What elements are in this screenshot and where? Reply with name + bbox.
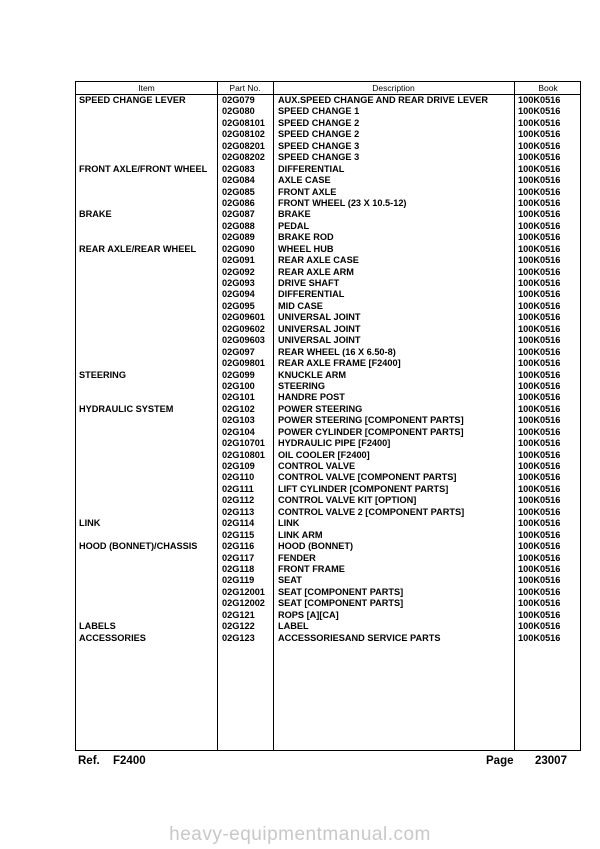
description-cell: REAR WHEEL (16 X 6.50-8): [278, 346, 396, 357]
description-cell: LINK ARM: [278, 529, 323, 540]
table-row: [76, 598, 580, 609]
description-cell: ACCESSORIESAND SERVICE PARTS: [278, 632, 441, 643]
table-row: [76, 610, 580, 621]
book-cell: 100K0516: [518, 358, 561, 369]
item-cell: ACCESSORIES: [79, 632, 146, 643]
table-row: [76, 95, 580, 106]
part-no-cell: 02G097: [222, 346, 255, 357]
part-no-cell: 02G09801: [222, 358, 265, 369]
part-no-cell: 02G112: [222, 495, 255, 506]
book-cell: 100K0516: [518, 289, 561, 300]
book-cell: 100K0516: [518, 95, 561, 105]
book-cell: 100K0516: [518, 129, 561, 140]
description-cell: FRONT FRAME: [278, 563, 345, 574]
table-row: [76, 530, 580, 541]
description-cell: CONTROL VALVE [COMPONENT PARTS]: [278, 472, 457, 483]
book-cell: 100K0516: [518, 472, 561, 483]
book-cell: 100K0516: [518, 323, 561, 334]
part-no-cell: 02G122: [222, 621, 255, 632]
description-cell: HOOD (BONNET): [278, 541, 354, 552]
book-cell: 100K0516: [518, 266, 561, 277]
part-no-cell: 02G080: [222, 106, 255, 117]
description-cell: PEDAL: [278, 220, 310, 231]
part-no-cell: 02G092: [222, 266, 255, 277]
table-row: [76, 484, 580, 495]
part-no-cell: 02G089: [222, 232, 255, 243]
part-no-cell: 02G088: [222, 220, 255, 231]
description-cell: CONTROL VALVE KIT [OPTION]: [278, 495, 417, 506]
item-cell: SPEED CHANGE LEVER: [79, 95, 186, 105]
part-no-cell: 02G110: [222, 472, 255, 483]
description-cell: DIFFERENTIAL: [278, 289, 345, 300]
table-row: [76, 495, 580, 506]
table-row: [76, 232, 580, 243]
part-no-cell: 02G121: [222, 609, 255, 620]
part-no-cell: 02G087: [222, 209, 255, 220]
table-row: [76, 152, 580, 163]
description-cell: ROPS [A][CA]: [278, 609, 339, 620]
book-cell: 100K0516: [518, 380, 561, 391]
table-row: [76, 427, 580, 438]
item-cell: REAR AXLE/REAR WHEEL: [79, 243, 197, 254]
description-cell: WHEEL HUB: [278, 243, 334, 254]
part-no-cell: 02G12001: [222, 586, 265, 597]
description-cell: DIFFERENTIAL: [278, 163, 345, 174]
page-footer: [75, 753, 581, 769]
part-no-cell: 02G118: [222, 563, 255, 574]
table-row: [76, 221, 580, 232]
book-cell: 100K0516: [518, 369, 561, 380]
table-header: [76, 82, 580, 95]
page-label: Page: [486, 755, 514, 767]
part-no-cell: 02G099: [222, 369, 255, 380]
description-cell: CONTROL VALVE: [278, 461, 356, 471]
book-cell: 100K0516: [518, 209, 561, 220]
table-row: [76, 164, 580, 175]
book-cell: 100K0516: [518, 495, 561, 506]
book-cell: 100K0516: [518, 106, 561, 117]
part-no-cell: 02G109: [222, 461, 255, 471]
book-cell: 100K0516: [518, 552, 561, 563]
description-cell: HANDRE POST: [278, 392, 345, 403]
part-no-cell: 02G12002: [222, 598, 265, 609]
part-no-cell: 02G113: [222, 506, 255, 517]
page-number: 23007: [535, 755, 567, 767]
table-row: [76, 209, 580, 220]
table-row: [76, 244, 580, 255]
description-cell: AXLE CASE: [278, 175, 331, 186]
part-no-cell: 02G079: [222, 95, 255, 105]
part-no-cell: 02G085: [222, 186, 255, 197]
table-row: [76, 370, 580, 381]
description-cell: POWER STEERING [COMPONENT PARTS]: [278, 415, 464, 426]
part-no-cell: 02G111: [222, 483, 254, 494]
table-row: [76, 301, 580, 312]
table-row: [76, 621, 580, 632]
table-row: [76, 415, 580, 426]
description-cell: POWER CYLINDER [COMPONENT PARTS]: [278, 426, 464, 437]
book-cell: 100K0516: [518, 140, 561, 151]
book-cell: 100K0516: [518, 278, 561, 288]
table-row: [76, 198, 580, 209]
table-row: [76, 278, 580, 289]
book-cell: 100K0516: [518, 243, 561, 254]
part-no-cell: 02G100: [222, 380, 255, 391]
book-cell: 100K0516: [518, 483, 561, 494]
description-cell: AUX.SPEED CHANGE AND REAR DRIVE LEVER: [278, 95, 488, 105]
book-cell: 100K0516: [518, 598, 561, 609]
description-cell: SPEED CHANGE 3: [278, 152, 360, 163]
book-cell: 100K0516: [518, 518, 561, 529]
part-no-cell: 02G10701: [222, 438, 265, 449]
table-row: [76, 575, 580, 586]
ref-value: F2400: [113, 755, 146, 767]
description-cell: SPEED CHANGE 2: [278, 117, 360, 128]
table-row: [76, 472, 580, 483]
book-cell: 100K0516: [518, 609, 561, 620]
header-item: Item: [138, 83, 155, 93]
book-cell: 100K0516: [518, 426, 561, 437]
book-cell: 100K0516: [518, 438, 561, 449]
table-row: [76, 335, 580, 346]
item-cell: LABELS: [79, 621, 116, 632]
description-cell: UNIVERSAL JOINT: [278, 312, 361, 323]
description-cell: STEERING: [278, 380, 325, 391]
table-row: [76, 267, 580, 278]
table-body: [76, 95, 580, 644]
table-row: [76, 187, 580, 198]
table-row: [76, 324, 580, 335]
description-cell: REAR AXLE FRAME [F2400]: [278, 358, 401, 369]
table-row: [76, 404, 580, 415]
item-cell: HYDRAULIC SYSTEM: [79, 403, 174, 414]
table-row: [76, 450, 580, 461]
part-no-cell: 02G116: [222, 541, 255, 552]
book-cell: 100K0516: [518, 117, 561, 128]
table-row: [76, 587, 580, 598]
description-cell: REAR AXLE ARM: [278, 266, 354, 277]
description-cell: FRONT AXLE: [278, 186, 337, 197]
table-row: [76, 381, 580, 392]
table-row: [76, 461, 580, 472]
part-no-cell: 02G084: [222, 175, 255, 186]
part-no-cell: 02G08102: [222, 129, 265, 140]
book-cell: 100K0516: [518, 621, 561, 632]
header-book: Book: [538, 83, 558, 93]
part-no-cell: 02G08201: [222, 140, 265, 151]
part-no-cell: 02G09603: [222, 335, 265, 346]
description-cell: SEAT [COMPONENT PARTS]: [278, 586, 404, 597]
description-cell: MID CASE: [278, 300, 323, 311]
book-cell: 100K0516: [518, 449, 561, 460]
description-cell: SEAT: [278, 575, 302, 586]
description-cell: OIL COOLER [F2400]: [278, 449, 370, 460]
book-cell: 100K0516: [518, 586, 561, 597]
table-row: [76, 141, 580, 152]
item-cell: HOOD (BONNET)/CHASSIS: [79, 541, 198, 552]
table-row: [76, 312, 580, 323]
description-cell: SEAT [COMPONENT PARTS]: [278, 598, 404, 609]
description-cell: POWER STEERING: [278, 403, 363, 414]
part-no-cell: 02G115: [222, 529, 255, 540]
table-row: [76, 175, 580, 186]
table-row: [76, 518, 580, 529]
description-cell: LINK: [278, 518, 300, 529]
book-cell: 100K0516: [518, 163, 561, 174]
part-no-cell: 02G101: [222, 392, 255, 403]
part-no-cell: 02G10801: [222, 449, 265, 460]
table-row: [76, 347, 580, 358]
table-row: [76, 438, 580, 449]
part-no-cell: 02G102: [222, 403, 255, 414]
book-cell: 100K0516: [518, 392, 561, 403]
description-cell: CONTROL VALVE 2 [COMPONENT PARTS]: [278, 506, 465, 517]
header-description: Description: [372, 83, 415, 93]
book-cell: 100K0516: [518, 197, 561, 208]
book-cell: 100K0516: [518, 541, 561, 552]
part-no-cell: 02G114: [222, 518, 255, 529]
part-no-cell: 02G08101: [222, 117, 265, 128]
part-no-cell: 02G09602: [222, 323, 265, 334]
table-row: [76, 255, 580, 266]
book-cell: 100K0516: [518, 563, 561, 574]
part-no-cell: 02G123: [222, 632, 255, 643]
table-row: [76, 106, 580, 117]
table-row: [76, 553, 580, 564]
part-no-cell: 02G090: [222, 243, 255, 254]
item-cell: STEERING: [79, 369, 126, 380]
description-cell: UNIVERSAL JOINT: [278, 323, 361, 334]
book-cell: 100K0516: [518, 346, 561, 357]
table-row: [76, 564, 580, 575]
ref-label: Ref.: [78, 755, 100, 767]
book-cell: 100K0516: [518, 461, 561, 471]
book-cell: 100K0516: [518, 529, 561, 540]
book-cell: 100K0516: [518, 415, 561, 426]
item-cell: BRAKE: [79, 209, 112, 220]
table-row: [76, 392, 580, 403]
description-cell: FENDER: [278, 552, 316, 563]
description-cell: KNUCKLE ARM: [278, 369, 347, 380]
book-cell: 100K0516: [518, 312, 561, 323]
table-row: [76, 541, 580, 552]
parts-table: [75, 81, 581, 751]
description-cell: FRONT WHEEL (23 X 10.5-12): [278, 197, 407, 208]
header-part-no: Part No.: [229, 83, 261, 93]
table-row: [76, 118, 580, 129]
book-cell: 100K0516: [518, 175, 561, 186]
description-cell: SPEED CHANGE 2: [278, 129, 360, 140]
description-cell: BRAKE ROD: [278, 232, 334, 243]
part-no-cell: 02G086: [222, 197, 255, 208]
part-no-cell: 02G083: [222, 163, 255, 174]
book-cell: 100K0516: [518, 506, 561, 517]
part-no-cell: 02G09601: [222, 312, 265, 323]
book-cell: 100K0516: [518, 403, 561, 414]
part-no-cell: 02G117: [222, 552, 255, 563]
table-row: [76, 358, 580, 369]
book-cell: 100K0516: [518, 632, 561, 643]
table-row: [76, 507, 580, 518]
table-row: [76, 633, 580, 644]
description-cell: REAR AXLE CASE: [278, 255, 359, 266]
part-no-cell: 02G08202: [222, 152, 265, 163]
part-no-cell: 02G119: [222, 575, 255, 586]
description-cell: LIFT CYLINDER [COMPONENT PARTS]: [278, 483, 449, 494]
book-cell: 100K0516: [518, 575, 561, 586]
description-cell: LABEL: [278, 621, 309, 632]
description-cell: HYDRAULIC PIPE [F2400]: [278, 438, 391, 449]
description-cell: BRAKE: [278, 209, 311, 220]
book-cell: 100K0516: [518, 300, 561, 311]
book-cell: 100K0516: [518, 186, 561, 197]
description-cell: DRIVE SHAFT: [278, 278, 340, 288]
part-no-cell: 02G093: [222, 278, 255, 288]
watermark: heavy-equipmentmanual.com: [169, 824, 431, 845]
book-cell: 100K0516: [518, 152, 561, 163]
description-cell: UNIVERSAL JOINT: [278, 335, 361, 346]
description-cell: SPEED CHANGE 1: [278, 106, 360, 117]
book-cell: 100K0516: [518, 232, 561, 243]
book-cell: 100K0516: [518, 255, 561, 266]
item-cell: FRONT AXLE/FRONT WHEEL: [79, 163, 208, 174]
part-no-cell: 02G103: [222, 415, 255, 426]
part-no-cell: 02G104: [222, 426, 255, 437]
part-no-cell: 02G095: [222, 300, 255, 311]
description-cell: SPEED CHANGE 3: [278, 140, 360, 151]
book-cell: 100K0516: [518, 335, 561, 346]
part-no-cell: 02G091: [222, 255, 255, 266]
table-row: [76, 129, 580, 140]
part-no-cell: 02G094: [222, 289, 255, 300]
book-cell: 100K0516: [518, 220, 561, 231]
item-cell: LINK: [79, 518, 101, 529]
table-row: [76, 289, 580, 300]
